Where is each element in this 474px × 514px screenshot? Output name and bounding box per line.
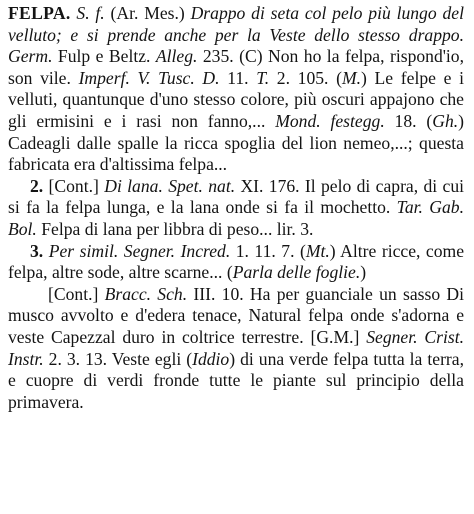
italic-text-run: Drappo di seta col pelo più lungo del velluto; e si prende anche per la Veste dello stesso drappo.: [8, 3, 464, 45]
italic-text-run: Per simil.: [48, 240, 119, 261]
bold-text-run: FELPA.: [8, 3, 71, 23]
italic-text-run: Di lana.: [104, 175, 163, 196]
text-run: ): [360, 262, 367, 283]
bold-text-run: 3.: [30, 240, 44, 261]
text-run: 2. 3. 13. Veste egli (: [43, 348, 193, 369]
italic-text-run: Segner. Crist. Instr.: [8, 326, 464, 369]
text-run: (Ar. Mes.): [104, 3, 191, 23]
text-run: 235. (C) Non ho la felpa, rispond'io, son vile.: [8, 46, 465, 88]
text-run: ) Altre ricce, come felpa, altre sode, altre scarne... (: [8, 240, 465, 283]
text-run: ) di una verde felpa tutta la terra, e cuopre di verdi fronde tutte le piante sul principio della primavera.: [8, 348, 464, 412]
italic-text-run: Segner. Incred.: [123, 240, 231, 261]
italic-text-run: Spet. nat.: [168, 175, 236, 196]
italic-text-run: Parla delle foglie.: [232, 262, 361, 283]
italic-text-run: Mond. festegg.: [275, 110, 385, 131]
entry-definition-paragraph: [8, 3, 464, 176]
italic-text-run: Mt.: [305, 240, 330, 261]
text-run: ) Le felpe e i velluti, quantunque d'uno stesso colore, più oscuri appajono che gli ermisini e i rasi non fanno,...: [8, 67, 464, 131]
text-run: 1. 11. 7. (: [230, 240, 306, 261]
italic-text-run: S. f.: [76, 3, 105, 23]
text-run: ) Cadeagli dalle spalle la ricca spoglia del lion nemeo,...; questa fabricata era d'altissima felpa...: [8, 110, 464, 175]
italic-text-run: T.: [256, 67, 270, 88]
text-run: Felpa di lana per libbra di peso... lir. 3.: [36, 218, 314, 239]
text-run: Fulp e Beltz.: [52, 46, 156, 67]
text-run: III. 10. Ha per guanciale un sasso Di musco avvolto e d'edera tenace, Natural felpa onde s'adorna e veste Capezzal duro in coltrice terrestre. [G.M.]: [8, 283, 465, 347]
text-run: [Cont.]: [43, 175, 105, 196]
sense-3-paragraph: [8, 241, 464, 284]
continuation-citation-paragraph: [8, 284, 464, 414]
italic-text-run: Gh.: [432, 110, 459, 131]
italic-text-run: Iddio: [192, 348, 230, 369]
italic-text-run: Imperf. V. Tusc. D.: [78, 67, 220, 88]
bold-text-run: 2.: [30, 175, 44, 196]
text-run: XI. 176. Il pelo di capra, di cui si fa la felpa lunga, e la lana onde si fa il mochetto.: [8, 175, 465, 218]
italic-text-run: Bracc. Sch.: [104, 283, 188, 304]
italic-text-run: M.: [341, 67, 362, 88]
sense-2-paragraph: [8, 176, 464, 241]
text-run: 18. (: [384, 110, 433, 131]
text-run: 2. 105. (: [269, 67, 342, 88]
text-run: 11.: [219, 67, 257, 88]
italic-text-run: Tar. Gab. Bol.: [8, 197, 465, 239]
dictionary-entry-felpa: [8, 3, 464, 413]
text-run: [Cont.]: [48, 283, 105, 304]
italic-text-run: Germ.: [8, 46, 53, 67]
italic-text-run: Alleg.: [155, 46, 198, 67]
